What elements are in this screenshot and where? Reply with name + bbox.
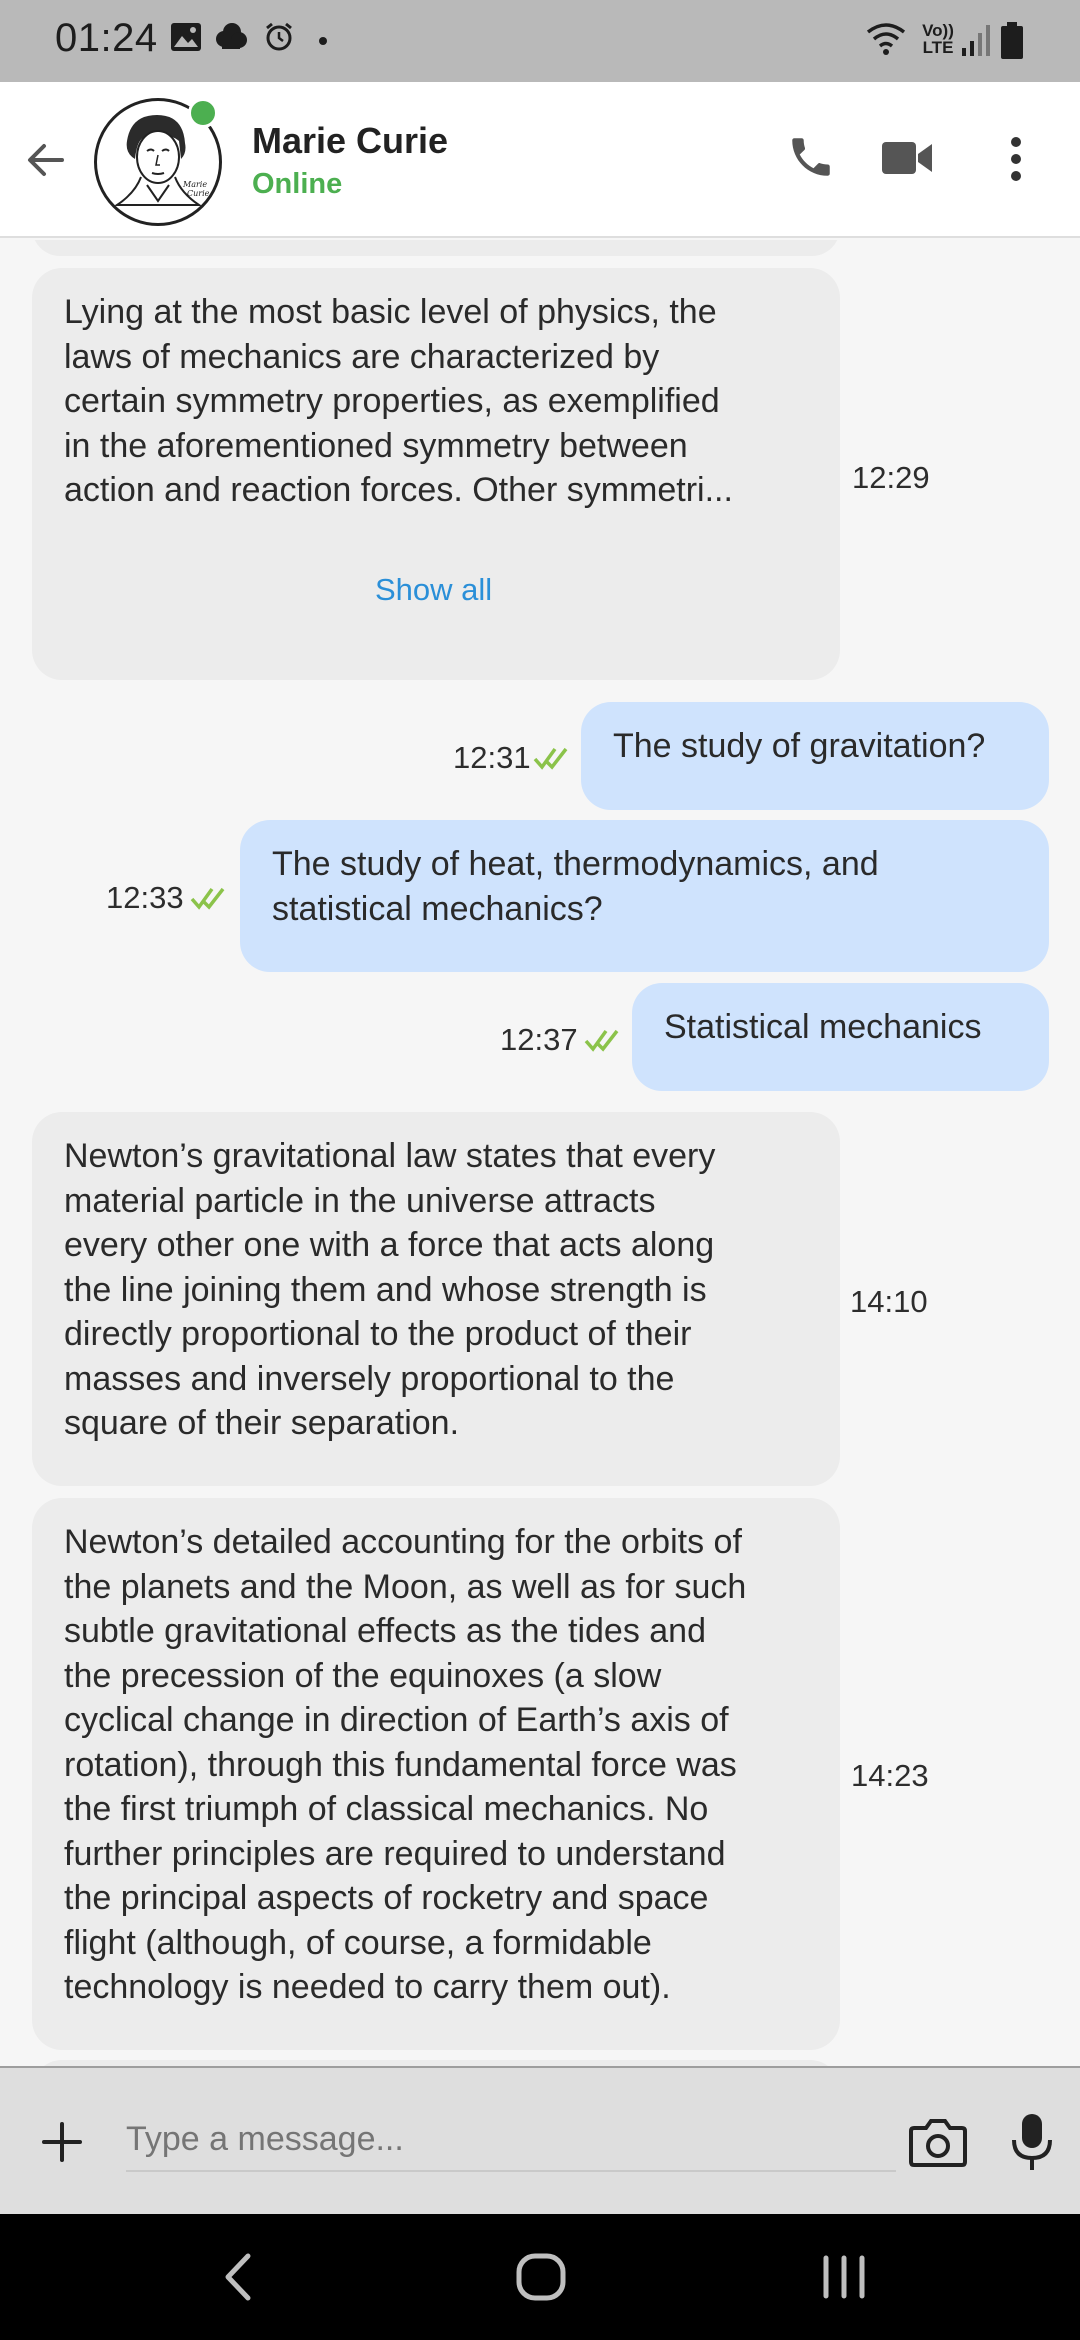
add-icon[interactable] bbox=[40, 2120, 84, 2164]
svg-text:Curie: Curie bbox=[187, 189, 210, 198]
video-camera-icon[interactable] bbox=[880, 138, 934, 178]
message-bubble-outgoing[interactable] bbox=[240, 820, 1049, 972]
cloud-icon bbox=[214, 22, 248, 52]
back-arrow-icon[interactable] bbox=[26, 142, 66, 178]
message-time: 12:37 bbox=[500, 1022, 578, 1057]
microphone-icon[interactable] bbox=[1010, 2112, 1054, 2174]
gallery-icon bbox=[170, 22, 202, 52]
message-text: The study of gravitation? bbox=[613, 727, 986, 765]
status-time: 01:24 bbox=[55, 16, 158, 60]
message-text: Newton’s gravitational law states that every material particle in the universe attracts every other one with a force that acts along the line joining them and whose strength is directly proportional to the product of their masses and inversely proportional to the square of their separation. bbox=[64, 1137, 716, 1442]
message-time: 14:10 bbox=[850, 1284, 928, 1319]
nav-home-icon[interactable] bbox=[515, 2252, 567, 2302]
nav-recents-icon[interactable] bbox=[820, 2254, 868, 2300]
phone-icon[interactable] bbox=[786, 132, 836, 182]
message-bubble-incoming[interactable] bbox=[32, 268, 840, 680]
chat-header bbox=[0, 82, 1080, 238]
status-bar bbox=[0, 0, 1080, 82]
camera-icon[interactable] bbox=[908, 2116, 968, 2168]
message-input-bar bbox=[0, 2066, 1080, 2214]
contact-status: Online bbox=[252, 168, 343, 200]
system-nav-bar bbox=[0, 2214, 1080, 2340]
read-checkmark-icon bbox=[190, 884, 228, 912]
message-text: Newton’s detailed accounting for the orbits of the planets and the Moon, as well as for such subtle gravitational effects as the tides and the precession of the equinoxes (a slow cyclical change in direction of Earth’s axis of rotation), through this fundamental force was the first triumph of classical mechanics. No further principles are required to understand the principal aspects of rocketry and space flight (although, of course, a formidable technology is needed to carry them out). bbox=[64, 1523, 747, 2006]
message-input[interactable] bbox=[126, 2108, 896, 2172]
battery-icon bbox=[1000, 22, 1024, 60]
show-all-link[interactable]: Show all bbox=[375, 572, 493, 607]
signal-icon bbox=[960, 22, 992, 58]
more-vertical-icon[interactable] bbox=[1004, 134, 1028, 184]
wifi-icon bbox=[866, 22, 906, 56]
contact-name[interactable]: Marie Curie bbox=[252, 120, 449, 161]
message-text: Lying at the most basic level of physics, the laws of mechanics are characterized by certain symmetry properties, as exemplified in the aforementioned symmetry between action and reaction forces. Other symmetri... bbox=[64, 293, 733, 509]
message-list[interactable] bbox=[0, 240, 1080, 2066]
message-bubble-incoming[interactable] bbox=[32, 1112, 840, 1486]
read-checkmark-icon bbox=[584, 1026, 622, 1054]
svg-text:Marie: Marie bbox=[183, 180, 208, 189]
message-time: 12:29 bbox=[852, 460, 930, 495]
message-bubble-partial bbox=[32, 240, 840, 256]
alarm-icon bbox=[264, 22, 294, 52]
online-indicator bbox=[188, 98, 218, 128]
message-time: 14:23 bbox=[851, 1758, 929, 1793]
read-checkmark-icon bbox=[533, 744, 571, 772]
nav-back-icon[interactable] bbox=[222, 2252, 252, 2302]
message-bubble-outgoing[interactable] bbox=[632, 983, 1049, 1091]
message-bubble-outgoing[interactable] bbox=[581, 702, 1049, 810]
volte-icon: Vo)) LTE bbox=[922, 21, 954, 57]
message-text: Statistical mechanics bbox=[664, 1008, 982, 1046]
message-time: 12:31 bbox=[453, 740, 531, 775]
dot-icon bbox=[318, 36, 328, 46]
message-text: The study of heat, thermodynamics, and statistical mechanics? bbox=[272, 845, 879, 928]
message-bubble-incoming[interactable] bbox=[32, 1498, 840, 2050]
message-time: 12:33 bbox=[106, 880, 184, 915]
